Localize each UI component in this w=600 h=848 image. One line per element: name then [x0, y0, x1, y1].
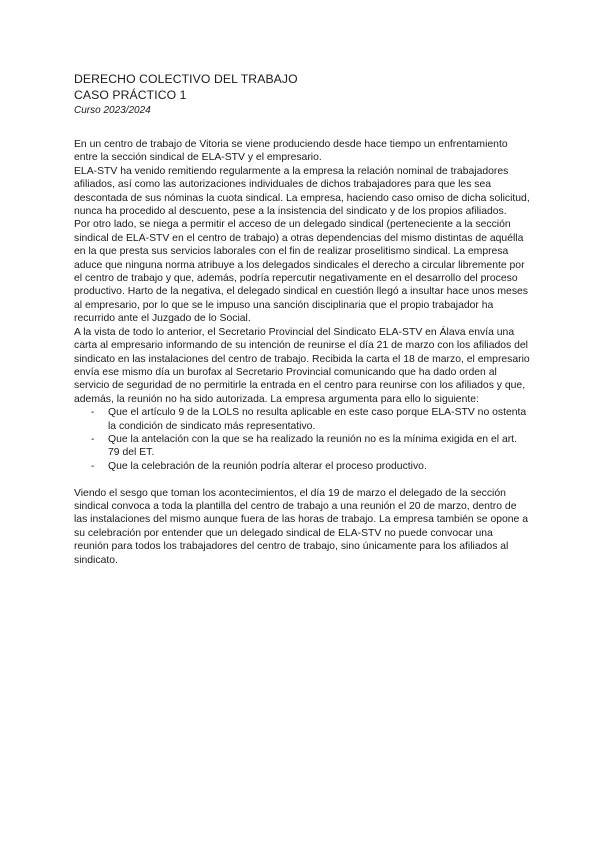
paragraph: Por otro lado, se niega a permitir el acceso de un delegado sindical (perteneciente a la sección sindical de ELA-STV en el centro de trabajo) a otras dependencias del mismo distintas de aquélla en la que presta sus servicios laborales con el fin de realizar proselitismo sindical. La empresa aduce que ninguna norma atribuye a los delegados sindicales el derecho a circular libremente por el centro de trabajo y que, además, podría repercutir negativamente en el desarrollo del proceso productivo. Harto de la negativa, el delegado sindical en cuestión llegó a insultar hace unos meses al empresario, por lo que se le impuso una sanción disciplinaria que el propio trabajador ha recurrido ante el Juzgado de lo Social. [74, 219, 529, 325]
document-body [74, 138, 530, 567]
paragraph: ELA-STV ha venido remitiendo regularmente a la empresa la relación nominal de trabajadores afiliados, así como las autorizaciones individuales de dichos trabajadores para que les sea descontada de sus nóminas la cuota sindical. La empresa, haciendo caso omiso de dicha solicitud, nunca ha procedido al descuento, pese a la insistencia del sindicato y de los propios afiliados. [74, 165, 530, 218]
closing-paragraph: Viendo el sesgo que toman los acontecimientos, el día 19 de marzo el delegado de la sección sindical convoca a toda la plantilla del centro de trabajo a una reunión el 20 de marzo, dentro de las instalaciones del mismo aunque fuera de las horas de trabajo. La empresa también se opone a su celebración por entender que un delegado sindical de ELA-STV no puede convocar una reunión para todos los trabajadores del centro de trabajo, sino únicamente para los afiliados al sindicato. [74, 487, 529, 566]
list-item [74, 406, 530, 433]
course-year: Curso 2023/2024 [74, 105, 151, 116]
document-subtitle: CASO PRÁCTICO 1 [74, 88, 187, 102]
bullet-dash: - [91, 433, 95, 445]
bullet-dash: - [91, 407, 95, 419]
document-page [74, 71, 530, 567]
list-item-text: Que la celebración de la reunión podría alterar el proceso productivo. [108, 460, 427, 472]
paragraph-spacer [74, 473, 530, 486]
list-item-text: Que el artículo 9 de la LOLS no resulta aplicable en este caso porque ELA-STV no ostenta la condición de sindicato más representativo. [108, 407, 527, 432]
bullet-dash: - [91, 460, 95, 472]
paragraph: A la vista de todo lo anterior, el Secretario Provincial del Sindicato ELA-STV en Álava envía una carta al empresario informando de su intención de reunirse el día 21 de marzo con los afiliados del sindicato en las instalaciones del centro de trabajo. Recibida la carta el 18 de marzo, el empresario envía ese mismo día un burofax al Secretario Provincial comunicando que ha dado orden al servicio de seguridad de no permitirle la entrada en el centro para reunirse con los afiliados y que, además, la reunión no ha sido autorizada. La empresa argumenta para ello lo siguiente: [74, 326, 530, 405]
argument-list [74, 406, 530, 473]
document-title: DERECHO COLECTIVO DEL TRABAJO [74, 72, 298, 86]
list-item-text: Que la antelación con la que se ha realizado la reunión no es la mínima exigida en el art. 79 del ET. [108, 433, 517, 459]
list-item [74, 460, 530, 473]
paragraph: En un centro de trabajo de Vitoria se viene produciendo desde hace tiempo un enfrentamiento entre la sección sindical de ELA-STV y el empresario. [74, 139, 508, 164]
list-item [74, 433, 530, 460]
